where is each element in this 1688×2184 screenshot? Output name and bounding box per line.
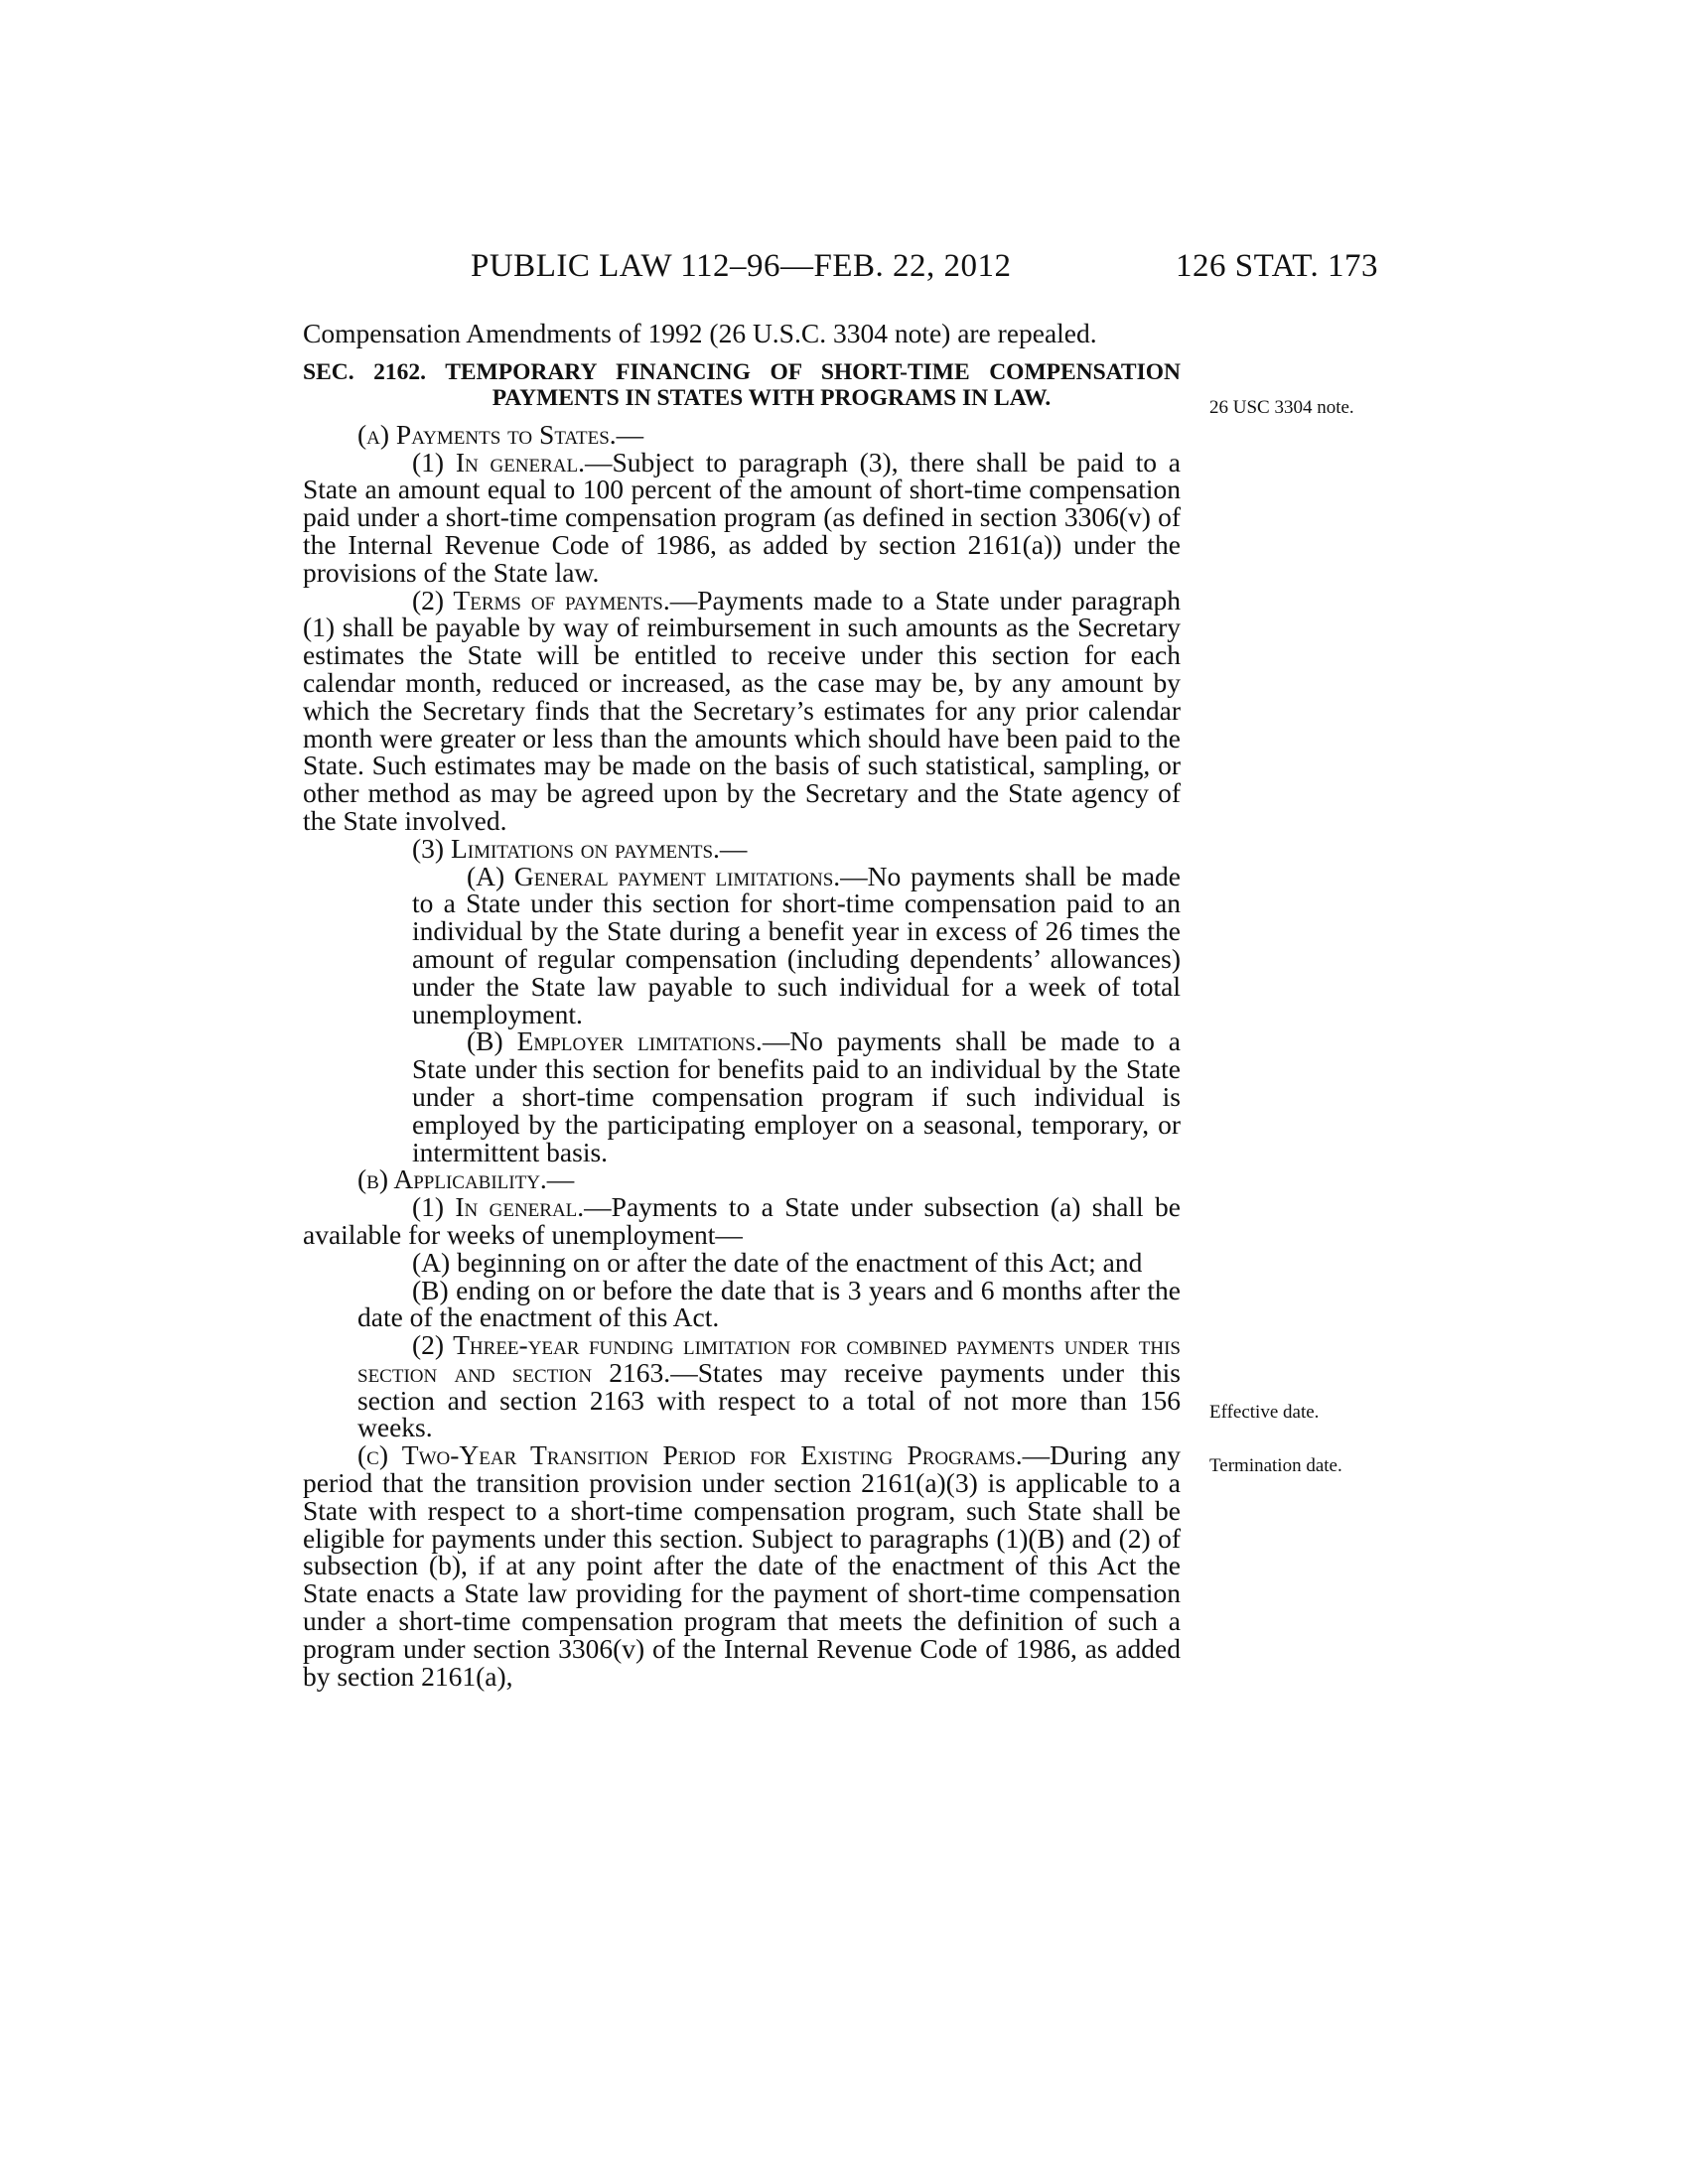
subparagraph-a3A: (A) General payment limitations.—No payments shall be made to a State under this section for short-time compensation paid to an individual by the State during a benefit year in excess of 26 times the amount of regular compensation (including dependents’ allowances) under the State law payable to such individual for a week of total unemployment. [412, 860, 1181, 1029]
paragraph-b2: (2) Three-year funding limitation for combined payments under this section and section 2163.—States may receive payments under this section and section 2163 with respect to a total of not more than 156 weeks. [357, 1329, 1181, 1443]
law-text [303, 320, 1181, 1690]
subsection-c: (c) Two-Year Transition Period for Existing Programs.—During any period that the transition provision under section 2161(a)(3) is applicable to a State with respect to a short-time compensation program, such State shall be eligible for payments under this section. Subject to paragraphs (1)(B) and (2) of subsection (b), if at any point after the date of the enactment of this Act the State enacts a State law providing for the payment of short-time compensation under a short-time compensation program that meets the definition of such a program under section 3306(v) of the Internal Revenue Code of 1986, as added by section 2161(a), [303, 1439, 1181, 1692]
stat-page-number: 126 STAT. 173 [1175, 248, 1378, 284]
subsection-a-heading: (a) Payments to States.— [357, 418, 644, 450]
margin-note-usc: 26 USC 3304 note. [1209, 397, 1354, 418]
paragraph-a2: (2) Terms of payments.—Payments made to a State under paragraph (1) shall be payable by way of reimbursement in such amounts as the Secretary estimates the State will be entitled to receive under this section for each calendar month, reduced or increased, as the case may be, by any amount by which the Secretary finds that the Secretary’s estimates for any prior calendar month were greater or less than the amounts which should have been paid to the State. Such estimates may be made on the basis of such statistical, sampling, or other method as may be agreed upon by the Secretary and the State agency of the State involved. [303, 584, 1181, 836]
page-header [471, 248, 1378, 288]
section-heading [303, 359, 1181, 411]
paragraph-a3-heading: (3) Limitations on payments.— [412, 832, 748, 864]
subsection-b-heading: (b) Applicability.— [357, 1163, 575, 1195]
margin-note-termination-date: Termination date. [1209, 1455, 1342, 1476]
paragraph-b1: (1) In general.—Payments to a State under subsection (a) shall be available for weeks of unemployment— [303, 1191, 1181, 1250]
subparagraph-a3B: (B) Employer limitations.—No payments shall be made to a State under this section for benefits paid to an individual by the State under a short-time compensation program if such individual is employed by the participating employer on a seasonal, temporary, or intermittent basis. [412, 1025, 1182, 1167]
running-title: PUBLIC LAW 112–96—FEB. 22, 2012 [471, 248, 1012, 284]
section-heading-line-2: PAYMENTS IN STATES WITH PROGRAMS IN LAW. [492, 384, 1052, 411]
section-heading-line-1: SEC. 2162. TEMPORARY FINANCING OF SHORT-TIME COMPENSATION [303, 358, 1181, 385]
continuation-paragraph: Compensation Amendments of 1992 (26 U.S.C. 3304 note) are repealed. [303, 318, 1097, 348]
subparagraph-b1A: (A) beginning on or after the date of the enactment of this Act; and [412, 1246, 1143, 1278]
margin-note-effective-date: Effective date. [1209, 1402, 1320, 1423]
paragraph-a1: (1) In general.—Subject to paragraph (3), there shall be paid to a State an amount equal to 100 percent of the amount of short-time compensation paid under a short-time compensation program (as defined in section 3306(v) of the Internal Revenue Code of 1986, as added by section 2161(a)) under the provisions of the State law. [303, 446, 1181, 588]
subparagraph-b1B: (B) ending on or before the date that is 3 years and 6 months after the date of the enactment of this Act. [357, 1274, 1181, 1333]
